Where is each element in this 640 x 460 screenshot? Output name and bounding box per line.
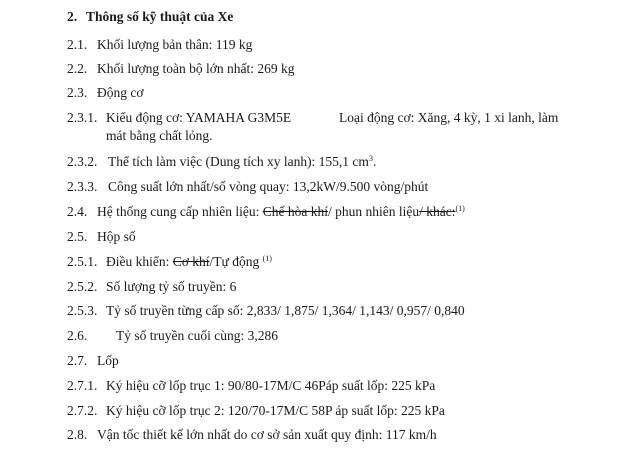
- item-text: Khối lượng toàn bộ lớn nhất: 269 kg: [97, 61, 295, 76]
- item-text: Ký hiệu cỡ lốp trục 2: 120/70-17M/C 58P áp suất lốp: 225 kPa: [106, 403, 445, 418]
- item-text: [108, 154, 376, 170]
- unit-superscript: 3: [368, 154, 373, 163]
- selected-option-injection: / phun nhiên liệu: [327, 204, 420, 219]
- period: .: [372, 154, 377, 169]
- struck-option-other: / khác: [419, 204, 452, 219]
- item-number: 2.7.1.: [67, 378, 98, 393]
- struck-colon: :: [451, 204, 456, 219]
- item-text: Ký hiệu cỡ lốp trục 1: 90/80-17M/C 46Páp suất lốp: 225 kPa: [106, 378, 436, 393]
- section-title: Thông số kỹ thuật của Xe: [86, 9, 234, 24]
- item-text: Công suất lớn nhất/số vòng quay: 13,2kW/9.500 vòng/phút: [108, 179, 429, 194]
- item-number: 2.6.: [67, 328, 88, 343]
- footnote-marker: (1): [262, 254, 272, 263]
- item-number: 2.7.2.: [67, 403, 98, 418]
- item-number: 2.3.: [67, 85, 88, 100]
- item-number: 2.8.: [67, 427, 88, 442]
- item-text: Hộp số: [97, 229, 136, 244]
- fuel-system-label: Hệ thống cung cấp nhiên liệu:: [97, 204, 263, 219]
- section-number: 2.: [67, 9, 78, 24]
- item-text: Khối lượng bản thân: 119 kg: [97, 37, 253, 52]
- struck-option-manual: Cơ khí: [172, 254, 210, 269]
- item-text: Số lượng tỷ số truyền: 6: [106, 279, 237, 294]
- item-number: 2.5.1.: [67, 254, 98, 269]
- engine-type: Loại động cơ: Xăng, 4 kỳ, 1 xi lanh, làm: [339, 110, 559, 125]
- displacement-text: Thể tích làm việc (Dung tích xy lanh): 155,1 cm: [108, 154, 369, 169]
- item-number: 2.3.3.: [67, 179, 98, 194]
- item-text: Tỷ số truyền cuối cùng: 3,286: [116, 328, 278, 343]
- item-number: 2.4.: [67, 204, 88, 219]
- item-number: 2.1.: [67, 37, 88, 52]
- item-number: 2.7.: [67, 353, 88, 368]
- item-text: Vận tốc thiết kế lớn nhất do cơ sở sản xuất quy định: 117 km/h: [97, 427, 437, 442]
- item-text: [106, 254, 272, 270]
- item-number: 2.3.1.: [67, 110, 98, 125]
- item-text: Động cơ: [97, 85, 144, 100]
- footnote-marker: (1): [455, 204, 465, 213]
- item-number: 2.5.: [67, 229, 88, 244]
- struck-option-carburetor: Chế hòa khí: [262, 204, 328, 219]
- engine-model: Kiểu động cơ: YAMAHA G3M5E: [106, 110, 292, 125]
- item-text: [97, 204, 465, 220]
- control-label: Điều khiển:: [106, 254, 173, 269]
- item-number: 2.5.2.: [67, 279, 98, 294]
- selected-option-automatic: /Tự động: [209, 254, 263, 269]
- item-number: 2.2.: [67, 61, 88, 76]
- engine-type-continued: mát bằng chất lỏng.: [106, 128, 213, 143]
- item-text: Lốp: [97, 353, 119, 368]
- item-number: 2.5.3.: [67, 303, 98, 318]
- item-text: Tỷ số truyền từng cấp số: 2,833/ 1,875/ 1,364/ 1,143/ 0,957/ 0,840: [106, 303, 465, 318]
- item-number: 2.3.2.: [67, 154, 98, 169]
